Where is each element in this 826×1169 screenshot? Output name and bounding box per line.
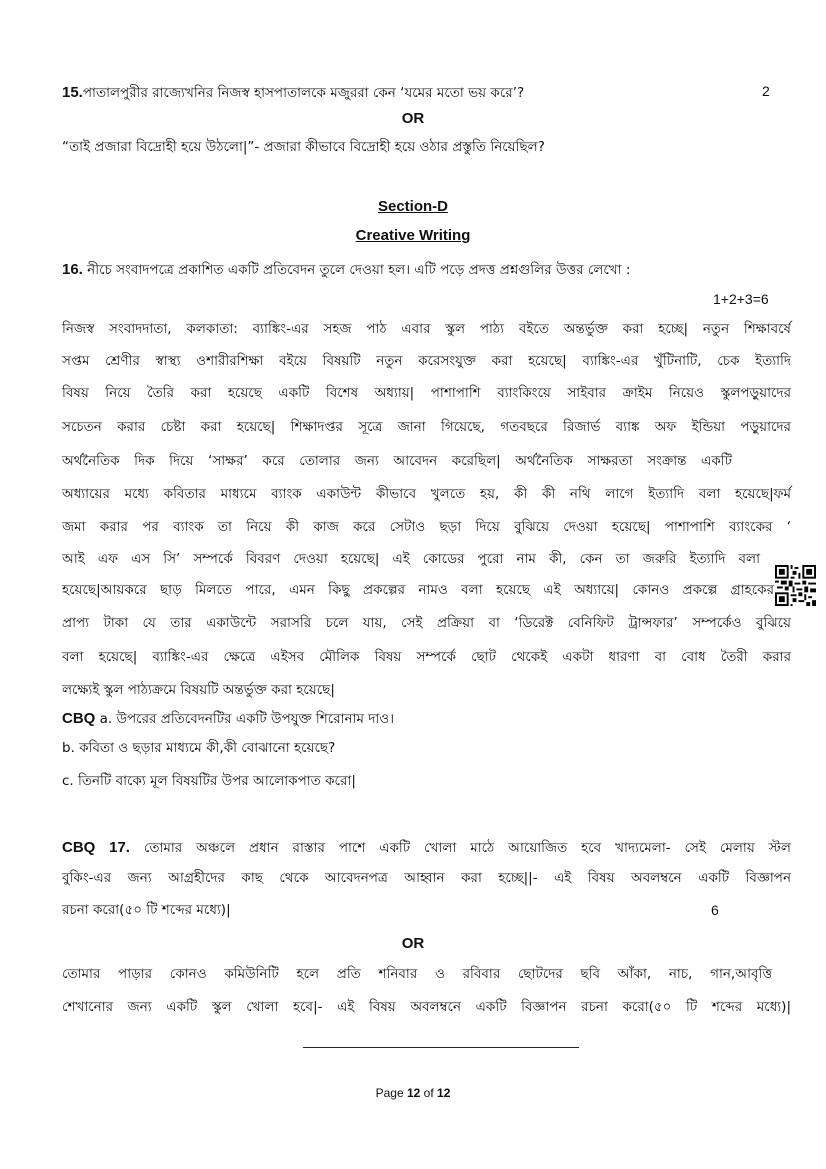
page-total: 12 (437, 1086, 451, 1100)
cbq-question-a: a. উপরের প্রতিবেদনটির একটি উপযুক্ত শিরোনাম দাও। (99, 711, 395, 727)
section-title: Section-D (377, 198, 448, 215)
q15-alt: “তাই প্রজারা বিদ্রোহী হয়ে উঠলো|”- প্রজারা কীভাবে বিদ্রোহী হয়ে ওঠার প্রস্তুতি নিয়েছিল? (62, 139, 545, 155)
cbq-a-line (62, 711, 394, 727)
passage-line: বলা হয়েছে| ব্যাঙ্কিং-এর ক্ষেত্রে এইসব মৌলিক বিষয় সম্পর্কে ছোট থেকেই একটা ধারণা বা বোধ তৈরী করার (62, 649, 791, 665)
q16-line (62, 262, 630, 278)
cbq-question-c: c. তিনটি বাক্যে মূল বিষয়টির উপর আলোকপাত করো| (62, 773, 356, 789)
passage-line: লক্ষ্যেই স্কুল পাঠ্যক্রমে বিষয়টি অন্তর্ভুক্ত করা হয়েছে| (62, 682, 335, 698)
passage-line: হয়েছে|আয়করে ছাড় মিলতে পারে, এমন কিছু প্রকল্পের নামও বলা হয়েছে এই অধ্যায়ে| কোনও প্রকল্পে গ্রাহকের (62, 582, 774, 598)
qr-code-icon (775, 565, 816, 606)
q17-text-2: বুকিং-এর জন্য আগ্রহীদের কাছ থেকে আবেদনপত্র আহ্বান করা হচ্ছে||- এই বিষয় অবলম্বনে একটি বিজ্ঞাপন (62, 870, 791, 886)
q15-marks: 2 (762, 83, 770, 99)
passage-line: আই এফ এস সি’ সম্পর্কে বিবরণ দেওয়া হয়েছে| এই কোডের পুরো নাম কী, কেন তা জরুরি ইত্যাদি বলা (62, 551, 760, 567)
cbq-label: CBQ (62, 710, 96, 727)
passage-line: জমা করার পর ব্যাংক তা নিয়ে কী কাজ করে সেটাও ছড়া দিয়ে বুঝিয়ে দেওয়া হয়েছে| পাশাপাশি ব্যাংকের ‘ (62, 519, 791, 535)
q15-text: পাতালপুরীর রাজ্যেখনির নিজস্ব হাসপাতালকে মজুররা কেন ‘যমের মতো ভয় করে’? (82, 85, 525, 101)
q17-alt-2: শেখানোর জন্য একটি স্কুল খোলা হবে|- এই বিষয় অবলম্বনে একটি বিজ্ঞাপন রচনা করো(৫০ টি শব্দের মধ্যে)| (62, 999, 791, 1015)
q15-line (62, 85, 524, 101)
q17-line-1 (62, 840, 791, 856)
passage-line: সপ্তম শ্রেণীর স্বাস্থ্য ওশারীরশিক্ষা বইয়ে বিষয়টি নতুন করেসংযুক্ত করা হয়েছে| ব্যাঙ্কিং-এর খুঁটিনাটি, চেক ইত্যাদি (62, 353, 791, 369)
page-number: 12 (406, 1086, 421, 1100)
page-label: Page (375, 1086, 404, 1100)
q15-number: 15. (62, 84, 83, 101)
q17-text-1: তোমার অঞ্চলে প্রধান রাস্তার পাশে একটি খোলা মাঠে আয়োজিত হবে খাদ্যমেলা- সেই মেলায় স্টল (143, 840, 791, 856)
passage-line: প্রাপ্য টাকা যে তার একাউন্টে সরাসরি চলে যায়, সেই প্রক্রিয়া বা ‘ডিরেক্ট বেনিফিট ট্রান্সফার’ সম্পর্কেও বুঝিয়ে (62, 615, 791, 631)
section-subtitle: Creative Writing (355, 227, 471, 244)
cbq-question-b: b. কবিতা ও ছড়ার মাধ্যমে কী,কী বোঝানো হয়েছে? (62, 740, 336, 756)
q16-number: 16. (62, 261, 83, 278)
passage-line: সচেতন করার চেষ্টা করা হয়েছে| শিক্ষাদপ্তর সূত্রে জানা গিয়েছে, গতবছরে রিজার্ভ ব্যাঙ্ক অফ ইন্ডিয়া পড়ুয়াদের (62, 419, 791, 435)
q16-marks: 1+2+3=6 (713, 291, 769, 307)
q17-number: CBQ 17. (62, 839, 130, 856)
passage-line: বিষয় নিয়ে তৈরি করা হয়েছে একটি বিশেষ অধ্যায়| পাশাপাশি ব্যাংকিংয়ে সাইবার ক্রাইম নিয়েও স্কুলপড়ুয়াদের (62, 385, 791, 401)
q17-or: OR (401, 935, 425, 952)
q16-text: নীচে সংবাদপত্রে প্রকাশিত একটি প্রতিবেদন তুলে দেওয়া হল। এটি পড়ে প্রদত্ত প্রশ্নগুলির উত্তর লেখো : (87, 262, 631, 278)
q17-text-3: রচনা করো(৫০ টি শব্দের মধ্যে)| (62, 902, 231, 918)
passage-line: নিজস্ব সংবাদদাতা, কলকাতা: ব্যাঙ্কিং-এর সহজ পাঠ এবার স্কুল পাঠ্য বইতে অন্তর্ভুক্ত করা হচ্ছে| নতুন শিক্ষাবর্ষে (62, 321, 791, 337)
q17-alt-1: তোমার পাড়ার কোনও কমিউনিটি হলে প্রতি শনিবার ও রবিবার ছোটদের ছবি আঁকা, নাচ, গান,আবৃত্তি (62, 966, 772, 982)
passage-line: অধ্যায়ের মধ্যে কবিতার মাধ্যমে ব্যাংক একাউন্ট কীভাবে খুলতে হয়, কী কী নথি লাগে ইত্যাদি বলা হয়েছে|ফর্ম (62, 486, 791, 502)
passage-line: অর্থনৈতিক দিক দিয়ে ‘সাক্ষর’ করে তোলার জন্য আবেদন করেছিল| অর্থনৈতিক সাক্ষরতা সংক্রান্ত একটি (62, 453, 732, 469)
q15-or: OR (401, 110, 425, 127)
page-footer (0, 1086, 826, 1100)
q17-marks: 6 (711, 902, 719, 918)
page-of: of (423, 1086, 434, 1100)
footer-divider (303, 1047, 579, 1048)
